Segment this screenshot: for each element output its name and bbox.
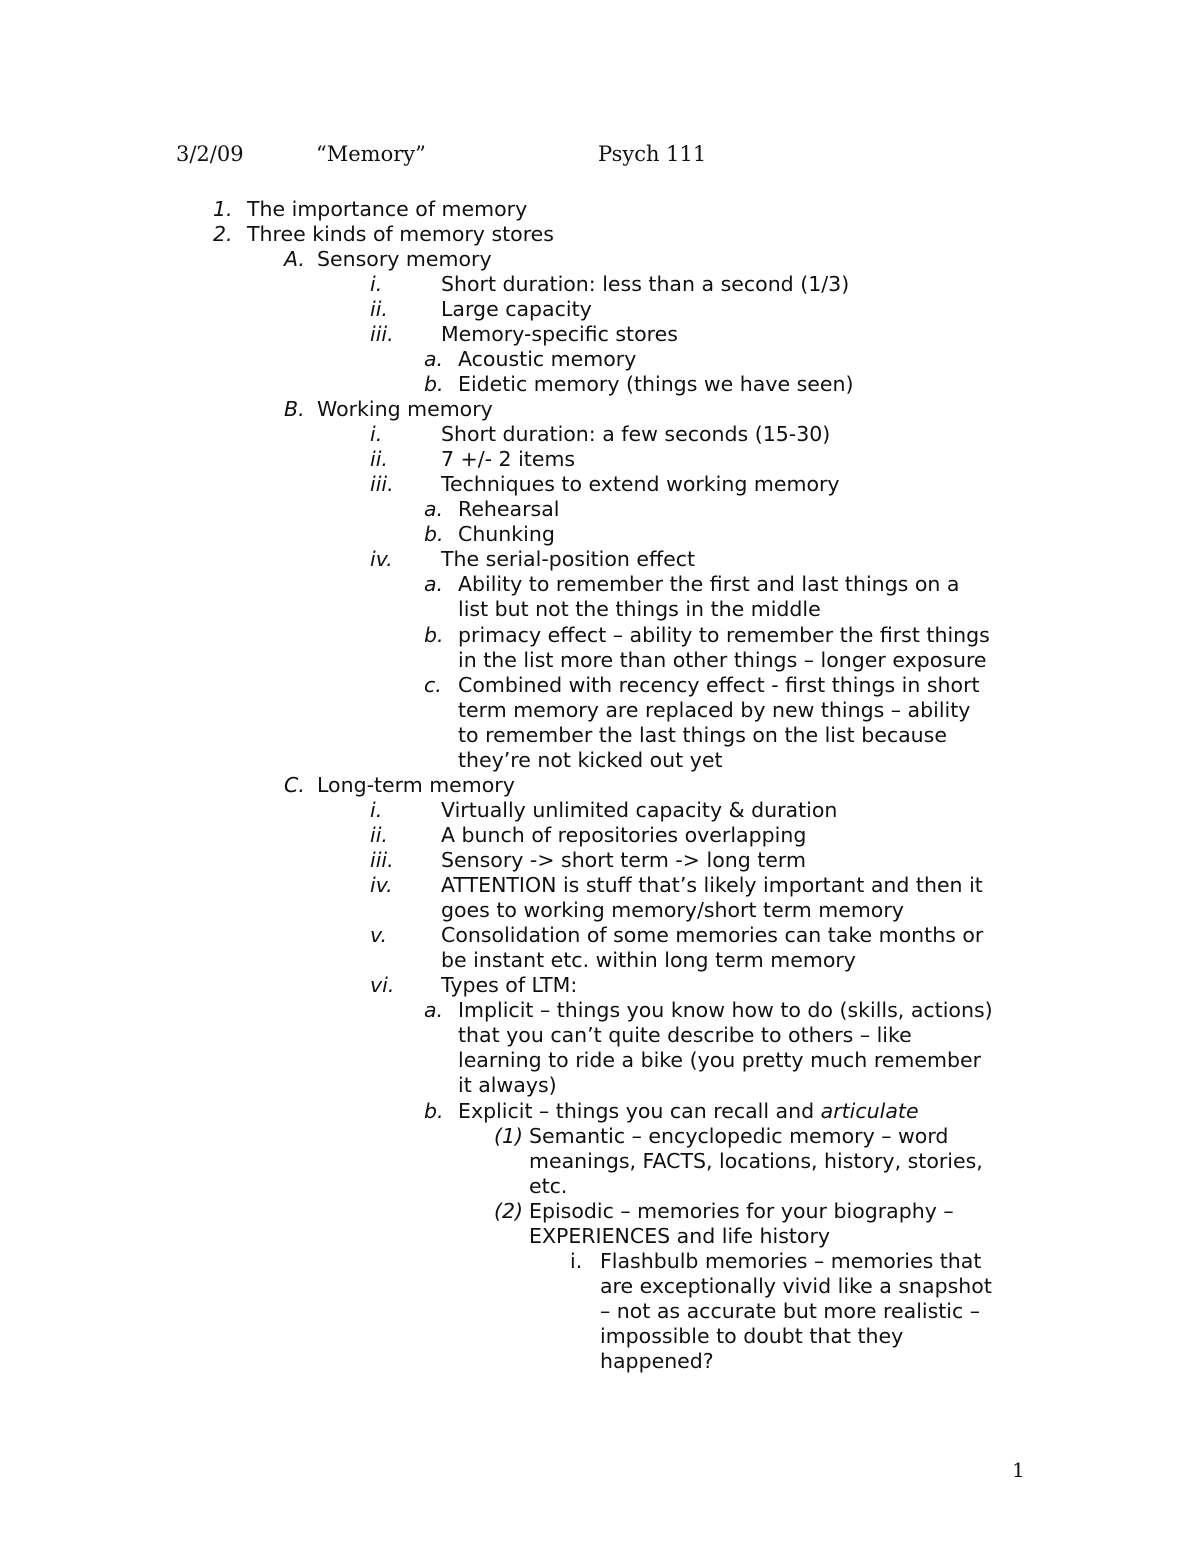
outline-text — [441, 547, 695, 571]
outline-text — [441, 422, 830, 446]
outline-item — [0, 1099, 1200, 1124]
outline-text-content: impossible to doubt that they — [600, 1324, 904, 1348]
outline-marker: A. — [284, 247, 305, 271]
outline-item — [0, 197, 1200, 222]
outline-text-content: term memory are replaced by new things – ability — [458, 698, 971, 722]
outline-text — [441, 798, 837, 822]
outline-text — [458, 1073, 557, 1097]
outline-text-content: primacy effect – ability to remember the first things — [458, 623, 990, 647]
outline-text-content: Virtually unlimited capacity & duration — [441, 798, 838, 822]
outline-item — [0, 572, 1200, 597]
outline-item-continuation — [0, 1073, 1200, 1098]
outline-marker: b. — [424, 623, 444, 647]
outline-text-content: The serial-position effect — [441, 547, 696, 571]
outline-item-continuation — [0, 698, 1200, 723]
outline-item — [0, 397, 1200, 422]
outline-marker: a. — [424, 572, 444, 596]
outline-item — [0, 322, 1200, 347]
outline-text — [600, 1324, 903, 1348]
outline-marker: b. — [424, 522, 444, 546]
outline-item — [0, 347, 1200, 372]
outline-text-content: Flashbulb memories – memories that — [600, 1249, 982, 1273]
outline-marker: iii. — [370, 472, 394, 496]
header-course: Psych 111 — [598, 142, 707, 166]
page-number: 1 — [1012, 1458, 1025, 1482]
outline-text — [529, 1149, 983, 1173]
outline-item — [0, 798, 1200, 823]
outline-item-continuation — [0, 723, 1200, 748]
outline-text-content: Techniques to extend working memory — [441, 472, 840, 496]
outline-marker: B. — [284, 397, 305, 421]
outline-text-content: Short duration: a few seconds (15-30) — [441, 422, 831, 446]
outline-text — [458, 522, 555, 546]
outline-text-content: Implicit – things you know how to do (skills, actions) — [458, 998, 993, 1022]
outline-text — [247, 222, 554, 246]
outline-text-content: be instant etc. within long term memory — [441, 948, 856, 972]
outline-text — [458, 748, 722, 772]
outline-marker: iv. — [370, 873, 393, 897]
outline-marker: i. — [370, 422, 383, 446]
outline-item-continuation — [0, 898, 1200, 923]
outline-text-content: learning to ride a bike (you pretty much remember — [458, 1048, 982, 1072]
outline-text-content: are exceptionally vivid like a snapshot — [600, 1274, 992, 1298]
outline-text-content: Short duration: less than a second (1/3) — [441, 272, 850, 296]
outline-text — [529, 1199, 954, 1223]
outline-text — [458, 1048, 981, 1072]
outline-text-content: Chunking — [458, 522, 555, 546]
outline-marker: iv. — [370, 547, 393, 571]
outline-text-content: Large capacity — [441, 297, 592, 321]
outline-text-content: ATTENTION is stuff that’s likely important and then it — [441, 873, 983, 897]
outline-marker: i. — [570, 1249, 583, 1273]
outline-text — [458, 497, 559, 521]
outline-item — [0, 998, 1200, 1023]
outline-item-continuation — [0, 648, 1200, 673]
outline-item — [0, 547, 1200, 572]
outline-text — [458, 998, 993, 1022]
outline-text-content: 7 +/- 2 items — [441, 447, 576, 471]
outline-text-content: Episodic – memories for your biography – — [529, 1199, 954, 1223]
outline-item-continuation — [0, 1174, 1200, 1199]
outline-text — [441, 973, 577, 997]
outline-item — [0, 773, 1200, 798]
outline-text-content: etc. — [529, 1174, 568, 1198]
outline-text-content: to remember the last things on the list because — [458, 723, 947, 747]
outline-marker: a. — [424, 998, 444, 1022]
outline-text-content: Rehearsal — [458, 497, 560, 521]
outline-item — [0, 472, 1200, 497]
outline-item — [0, 1124, 1200, 1149]
outline-item — [0, 222, 1200, 247]
outline-text — [441, 948, 856, 972]
outline-text-content: Combined with recency effect - first things in short — [458, 673, 980, 697]
outline-item — [0, 447, 1200, 472]
outline-item-continuation — [0, 1023, 1200, 1048]
outline-item — [0, 272, 1200, 297]
outline-text-content: A bunch of repositories overlapping — [441, 823, 807, 847]
outline-item-continuation — [0, 748, 1200, 773]
outline-item — [0, 673, 1200, 698]
outline-text-content: happened? — [600, 1349, 714, 1373]
outline-text — [458, 1099, 919, 1123]
outline-text — [317, 773, 515, 797]
outline-text-content: Eidetic memory (things we have seen) — [458, 372, 854, 396]
outline-marker: 1. — [213, 197, 233, 221]
outline-text — [600, 1274, 992, 1298]
outline-marker: vi. — [370, 973, 395, 997]
outline-text — [441, 322, 678, 346]
outline-text-content: Sensory -> short term -> long term — [441, 848, 806, 872]
outline-text — [458, 648, 987, 672]
outline-text-content: Three kinds of memory stores — [247, 222, 554, 246]
outline-text-content: Ability to remember the first and last things on a — [458, 572, 960, 596]
outline-text-content: Long-term memory — [317, 773, 515, 797]
outline-marker: ii. — [370, 823, 388, 847]
outline-emphasis: articulate — [820, 1099, 919, 1123]
outline-text — [458, 623, 990, 647]
outline-marker: b. — [424, 372, 444, 396]
outline-text-content: Working memory — [317, 397, 493, 421]
outline-text — [441, 447, 575, 471]
outline-item — [0, 497, 1200, 522]
outline-text — [600, 1299, 980, 1323]
outline-marker: ii. — [370, 297, 388, 321]
outline-item — [0, 372, 1200, 397]
outline-item — [0, 247, 1200, 272]
header-title: “Memory” — [316, 142, 426, 166]
outline-item — [0, 973, 1200, 998]
outline-text — [529, 1124, 948, 1148]
outline-item-continuation — [0, 1149, 1200, 1174]
outline-text-content: in the list more than other things – longer exposure — [458, 648, 987, 672]
outline-marker: a. — [424, 347, 444, 371]
outline-item-continuation — [0, 1299, 1200, 1324]
outline-marker: c. — [424, 673, 442, 697]
outline-marker: i. — [370, 798, 383, 822]
outline-item-continuation — [0, 1324, 1200, 1349]
outline-text-content: Semantic – encyclopedic memory – word — [529, 1124, 949, 1148]
outline-text — [441, 272, 849, 296]
outline-marker: iii. — [370, 322, 394, 346]
outline-text — [458, 372, 854, 396]
outline-item-continuation — [0, 1274, 1200, 1299]
outline-text-content: Memory-specific stores — [441, 322, 678, 346]
outline-text — [529, 1224, 830, 1248]
outline-marker: a. — [424, 497, 444, 521]
outline-text-content: Explicit – things you can recall and — [458, 1099, 821, 1123]
outline-text — [441, 472, 840, 496]
outline-text — [458, 347, 636, 371]
header-date: 3/2/09 — [176, 142, 244, 166]
outline-item-continuation — [0, 597, 1200, 622]
outline-item — [0, 522, 1200, 547]
outline-text — [441, 848, 806, 872]
outline-text-content: goes to working memory/short term memory — [441, 898, 904, 922]
outline-item — [0, 923, 1200, 948]
outline-marker: b. — [424, 1099, 444, 1123]
outline-text — [600, 1249, 981, 1273]
outline-text — [458, 673, 980, 697]
outline-text — [441, 898, 904, 922]
outline-text-content: meanings, FACTS, locations, history, stories, — [529, 1149, 983, 1173]
outline-text — [317, 397, 493, 421]
outline-text — [441, 923, 983, 947]
outline-item-continuation — [0, 1349, 1200, 1374]
outline-marker: 2. — [213, 222, 233, 246]
outline-item-continuation — [0, 948, 1200, 973]
outline-marker: i. — [370, 272, 383, 296]
outline-item — [0, 297, 1200, 322]
outline-text — [458, 698, 970, 722]
outline-text-content: that you can’t quite describe to others – like — [458, 1023, 912, 1047]
outline-text — [441, 823, 806, 847]
outline-item — [0, 1199, 1200, 1224]
outline-text — [458, 597, 821, 621]
outline-text-content: – not as accurate but more realistic – — [600, 1299, 981, 1323]
outline-item — [0, 848, 1200, 873]
outline-item — [0, 823, 1200, 848]
outline-text — [317, 247, 492, 271]
outline-item-continuation — [0, 1048, 1200, 1073]
outline-text — [441, 873, 983, 897]
outline-text-content: it always) — [458, 1073, 557, 1097]
outline-marker: iii. — [370, 848, 394, 872]
outline-text — [441, 297, 592, 321]
outline-text-content: Acoustic memory — [458, 347, 637, 371]
outline-marker: v. — [370, 923, 387, 947]
outline-marker: (1) — [494, 1124, 524, 1148]
outline-text — [529, 1174, 567, 1198]
outline-text-content: Types of LTM: — [441, 973, 578, 997]
outline-text-content: EXPERIENCES and life history — [529, 1224, 831, 1248]
outline-text-content: The importance of memory — [247, 197, 528, 221]
outline-item — [0, 623, 1200, 648]
outline-text-content: Consolidation of some memories can take months or — [441, 923, 984, 947]
outline-text — [458, 1023, 912, 1047]
outline-item-continuation — [0, 1224, 1200, 1249]
outline-text-content: list but not the things in the middle — [458, 597, 821, 621]
outline-marker: ii. — [370, 447, 388, 471]
outline-item — [0, 873, 1200, 898]
outline-marker: (2) — [494, 1199, 524, 1223]
outline-text — [458, 572, 959, 596]
outline-text — [458, 723, 947, 747]
outline-marker: C. — [284, 773, 305, 797]
outline-text — [600, 1349, 714, 1373]
outline-text — [247, 197, 527, 221]
outline-text-content: Sensory memory — [317, 247, 492, 271]
outline-text-content: they’re not kicked out yet — [458, 748, 723, 772]
outline-item — [0, 1249, 1200, 1274]
outline-item — [0, 422, 1200, 447]
